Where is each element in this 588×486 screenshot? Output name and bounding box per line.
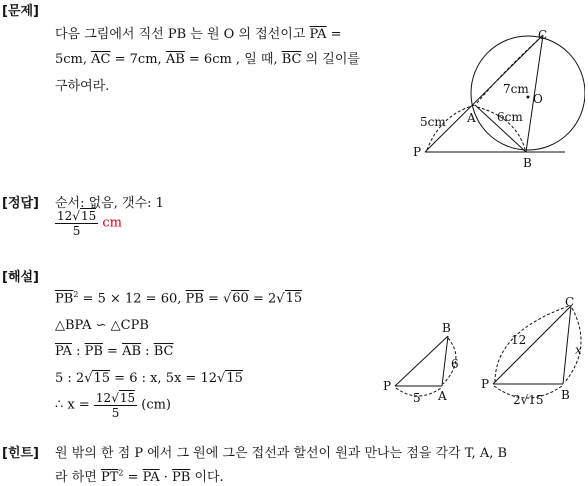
hint-text: 이다. <box>190 470 224 485</box>
label-a: A <box>467 111 476 125</box>
answer-fraction: $\frac{12√15}{5}$ <box>57 209 97 238</box>
length-pa: 5cm <box>420 115 446 129</box>
solution-text: 5 : 2 <box>55 371 85 386</box>
solution-text: = 5 × 12 = 60, <box>78 291 186 307</box>
ratio-sep: : <box>71 344 85 359</box>
length-ab: 6cm <box>497 110 523 124</box>
radicand: 15 <box>285 291 303 307</box>
solution-text: = <box>203 291 223 307</box>
label-p: P <box>383 379 392 393</box>
solution-line-5 <box>55 390 171 420</box>
length-pa: 5 <box>413 391 421 405</box>
segment-pa: $\overline{PA}$ <box>142 470 160 485</box>
line-pb <box>395 336 448 386</box>
hint-text: · <box>159 470 172 485</box>
segment-ab: $\overline{AB}$ <box>122 344 142 359</box>
segment-pa: $\overline{PA}$ <box>309 27 327 42</box>
hint-text: = <box>123 470 143 485</box>
solution-fraction: $\frac{12√15}{5}$ <box>95 391 136 420</box>
solution-line-2: △BPA ∽ △CPB <box>55 318 149 333</box>
line-pc <box>493 306 571 384</box>
segment-pb: $\overline{PB}$ <box>172 470 191 485</box>
label-b: B <box>561 388 570 402</box>
segment-pb: $\overline{PB}$ <box>84 344 103 359</box>
small-triangle-figure <box>380 318 465 408</box>
length-ac: 7cm <box>503 82 529 96</box>
segment-pa: $\overline{PA}$ <box>55 344 72 359</box>
label-b: B <box>442 321 451 335</box>
label-p: P <box>481 377 490 391</box>
label-p: P <box>413 145 422 159</box>
ratio-sep: : <box>141 344 154 359</box>
line-ab <box>442 336 448 386</box>
segment-pb: $\overline{PB}$ <box>55 291 74 307</box>
radicand: 15 <box>226 371 243 386</box>
label-a: A <box>438 389 447 403</box>
fraction-numerator-coef: 12 <box>95 391 112 405</box>
label-c: C <box>538 28 548 42</box>
solution-text: = 6 : x, 5x = 12 <box>110 371 218 386</box>
hint-line-2: 라 하면 $\overline{PT}^2 = \overline{PA} \cdot \overline{PB}$ 이다. <box>55 468 224 485</box>
solution-unit: (cm) <box>137 397 172 413</box>
problem-line-3: 구하여라. <box>55 79 110 94</box>
segment-ac: $\overline{AC}$ <box>91 52 111 67</box>
circle-tangent-figure <box>405 25 585 175</box>
problem-text: 5cm, <box>55 52 92 67</box>
fraction-numerator-coef: 12 <box>57 209 73 223</box>
solution-label: [해설] <box>2 270 39 285</box>
solution-line-3 <box>55 344 173 359</box>
fraction-radicand: 15 <box>80 209 97 223</box>
problem-text: = 6cm , 일 때, <box>184 52 282 67</box>
length-ab: 6 <box>451 357 459 371</box>
label-o: O <box>533 92 543 106</box>
fraction-radicand: 15 <box>119 391 136 405</box>
solution-text: = 2 <box>248 291 277 307</box>
hint-line-1: 원 밖의 한 점 P 에서 그 원에 그은 접선과 할선이 원과 만나는 점을 각각 T, A, B <box>55 446 508 461</box>
segment-bc: $\overline{BC}$ <box>153 344 174 359</box>
problem-text: = <box>326 27 342 42</box>
problem-label: [문제] <box>2 4 39 19</box>
solution-line-1: $\overline{PB}^2 = 5 \times 12 = 60$, $\overline{PB} = √60 = 2√15$ <box>55 290 303 307</box>
problem-text: 다음 그림에서 직선 PB 는 원 O 의 접선이고 <box>55 27 310 42</box>
length-pb-radicand: 15 <box>528 393 544 407</box>
large-triangle-figure <box>475 292 588 412</box>
fraction-denominator: 5 <box>72 224 81 238</box>
hint-label: [힌트] <box>2 446 39 461</box>
solution-line-4: 5 : 2√15 = 6 : x, 5x = 12√15 <box>55 371 243 386</box>
answer-value <box>55 208 122 238</box>
answer-meta: 순서: 없음, 갯수: 1 <box>55 196 164 211</box>
problem-text: 의 길이를 <box>301 52 360 67</box>
length-pb: 2√15 <box>513 393 544 407</box>
answer-label: [정답] <box>2 196 39 211</box>
fraction-denominator: 5 <box>111 406 120 420</box>
equals: = <box>102 344 123 359</box>
length-bc: x <box>575 343 582 357</box>
label-c: C <box>565 295 575 309</box>
answer-unit: cm <box>102 215 122 231</box>
problem-line-2 <box>55 48 360 67</box>
radicand: 15 <box>93 371 111 386</box>
segment-bc: $\overline{BC}$ <box>281 52 302 67</box>
segment-ab: $\overline{AB}$ <box>165 52 185 67</box>
segment-pt: $\overline{PT}$ <box>100 470 119 485</box>
problem-line-1 <box>55 23 342 42</box>
line-bc <box>563 306 571 384</box>
length-pb-coef: 2 <box>513 393 521 407</box>
hint-text: 라 하면 <box>55 470 101 485</box>
solution-text: ∴ x = <box>55 397 94 413</box>
problem-text: = 7cm, <box>110 52 166 67</box>
label-b: B <box>523 156 532 170</box>
radicand: 60 <box>232 291 249 307</box>
segment-pb: $\overline{PB}$ <box>185 291 204 307</box>
length-pc: 12 <box>511 333 527 347</box>
